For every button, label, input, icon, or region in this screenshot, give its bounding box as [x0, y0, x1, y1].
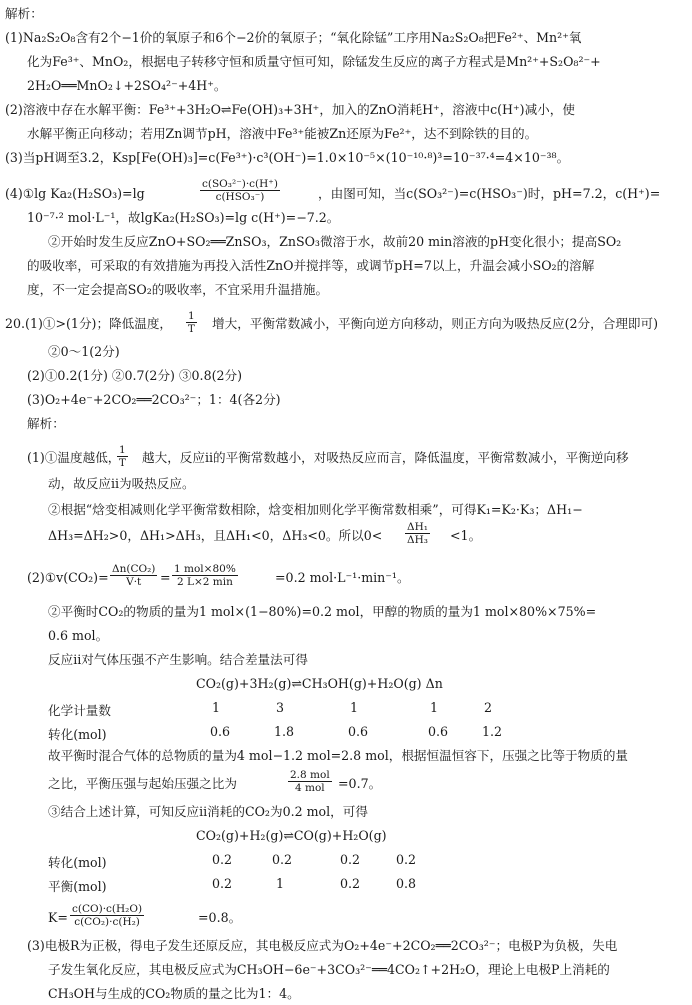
text-line: =0.7。: [338, 776, 382, 791]
cell: 1: [276, 876, 285, 891]
text-line: <1。: [450, 528, 482, 543]
fraction-numerator: 1: [119, 444, 126, 456]
fraction-numerator: Δn(CO₂): [112, 563, 156, 575]
text-line: 增大，平衡常数减小，平衡向逆方向移动，则正方向为吸热反应(2分，合理即可): [212, 316, 659, 331]
text-line: 动，故反应ⅱ为吸热反应。: [48, 476, 195, 491]
fraction: [405, 521, 430, 546]
row-label: 转化(mol): [48, 727, 107, 742]
text-line: (3)O₂+4e⁻+2CO₂══2CO₃²⁻；1：4(各2分): [27, 392, 281, 407]
text-line: 越大，反应ⅱ的平衡常数越小，对吸热反应而言，降低温度，平衡常数减小，平衡逆向移: [142, 450, 629, 465]
cell: 1.2: [482, 724, 503, 739]
text-line: 0.6 mol。: [48, 628, 109, 643]
text-line: CH₃OH与生成的CO₂物质的量之比为1：4。: [48, 986, 300, 1001]
cell: 1.8: [274, 724, 295, 739]
text-line: 20.(1)①>(1分)；降低温度，: [5, 316, 173, 331]
cell: 1: [212, 700, 221, 715]
fraction: [172, 563, 238, 588]
text-line: 之比，平衡压强与起始压强之比为: [48, 776, 237, 791]
cell: 0.2: [340, 852, 361, 867]
text-line: 水解平衡正向移动；若用Zn调节pH，溶液中Fe³⁺能被Zn还原为Fe²⁺，达不到除铁的目的。: [27, 126, 538, 141]
fraction: [288, 769, 332, 794]
text-line: 2H₂O══MnO₂↓+2SO₄²⁻+4H⁺。: [27, 78, 227, 93]
fraction-numerator: c(CO)·c(H₂O): [72, 903, 143, 915]
text-line: =0.2 mol·L⁻¹·min⁻¹。: [275, 570, 410, 585]
text-line: ΔH₃=ΔH₂>0，ΔH₁>ΔH₃，且ΔH₁<0，ΔH₃<0。所以0<: [48, 528, 383, 543]
fraction-numerator: 2.8 mol: [290, 769, 330, 781]
fraction-numerator: 1 mol×80%: [174, 563, 236, 575]
fraction-numerator: c(SO₃²⁻)·c(H⁺): [202, 178, 278, 190]
fraction: [110, 563, 157, 588]
fraction-numerator: ΔH₁: [407, 521, 428, 533]
text-line: ②开始时发生反应ZnO+SO₂══ZnSO₃，ZnSO₃微溶于水，故前20 min溶液的pH变化很小；提高SO₂: [48, 234, 622, 249]
text-line: (2)①v(CO₂)=: [27, 570, 109, 585]
fraction-denominator: c(HSO₃⁻): [215, 191, 265, 203]
cell: 0.6: [428, 724, 449, 739]
fraction-numerator: 1: [188, 310, 195, 322]
fraction: [200, 178, 280, 203]
equation-2: CO₂(g)+H₂(g)⇌CO(g)+H₂O(g): [196, 828, 387, 843]
cell: 1: [430, 700, 439, 715]
text-line: K=: [48, 910, 68, 925]
cell: 0.2: [396, 852, 417, 867]
text-line: (1)①温度越低，: [27, 450, 121, 465]
text-line: 度，不一定会提高SO₂的吸收率，不宜采用升温措施。: [27, 282, 329, 297]
row-label: 转化(mol): [48, 855, 107, 870]
text-line: 故平衡时混合气体的总物质的量为4 mol−1.2 mol=2.8 mol，根据恒温恒容下，压强之比等于物质的量: [48, 748, 629, 763]
text-line: (4)①lg Ka₂(H₂SO₃)=lg: [5, 186, 145, 201]
fraction: [117, 444, 128, 469]
fraction-denominator: 4 mol: [295, 782, 325, 794]
text-line: (3)当pH调至3.2，Ksp[Fe(OH)₃]=c(Fe³⁺)·c³(OH⁻)=1.0×10⁻⁵×(10⁻¹⁰·⁸)³=10⁻³⁷·⁴=4×10⁻³⁸。: [5, 150, 570, 165]
text-line: (2)①0.2(1分) ②0.7(2分) ③0.8(2分): [27, 368, 243, 383]
fraction: [70, 903, 144, 928]
cell: 1: [350, 700, 359, 715]
text-line: 化为Fe³⁺、MnO₂，根据电子转移守恒和质量守恒可知，除锰发生反应的离子方程式是Mn²⁺+S₂O₈²⁻+: [27, 54, 601, 69]
fraction: [186, 310, 197, 335]
text-line: 解析：: [27, 416, 65, 431]
text-line: ②根据“焓变相减则化学平衡常数相除，焓变相加则化学平衡常数相乘”，可得K₁=K₂·K₃；ΔH₁−: [48, 502, 583, 517]
fraction-denominator: T: [187, 323, 195, 335]
cell: 0.8: [396, 876, 417, 891]
cell: 2: [484, 700, 493, 715]
text-line: ③结合上述计算，可知反应ⅱ消耗的CO₂为0.2 mol，可得: [48, 804, 368, 819]
text-line: ②0～1(2分): [48, 344, 120, 359]
fraction-denominator: V·t: [126, 576, 142, 588]
row-label: 平衡(mol): [48, 879, 107, 894]
text-line: 反应ⅱ对气体压强不产生影响。结合差量法可得: [48, 652, 308, 667]
text-line: (2)溶液中存在水解平衡：Fe³⁺+3H₂O⇌Fe(OH)₃+3H⁺，加入的ZnO消耗H⁺，溶液中c(H⁺)减小，使: [5, 102, 575, 117]
cell: 0.2: [272, 852, 293, 867]
fraction-denominator: 2 L×2 min: [176, 576, 233, 588]
row-label: 化学计量数: [48, 703, 111, 718]
text-line: 10⁻⁷·² mol·L⁻¹，故lgKa₂(H₂SO₃)=lg c(H⁺)=−7.2。: [27, 210, 340, 225]
cell: 3: [276, 700, 285, 715]
text-line: ，由图可知，当c(SO₃²⁻)=c(HSO₃⁻)时，pH=7.2，c(H⁺)=: [318, 186, 661, 201]
cell: 0.2: [340, 876, 361, 891]
text-line: (3)电极R为正极，得电子发生还原反应，其电极反应式为O₂+4e⁻+2CO₂══2CO₃²⁻；电极P为负极，失电: [27, 938, 618, 953]
cell: 0.6: [348, 724, 369, 739]
cell: 0.6: [210, 724, 231, 739]
fraction-denominator: c(CO₂)·c(H₂): [74, 916, 140, 928]
cell: 0.2: [212, 876, 233, 891]
text-line: 子发生氧化反应，其电极反应式为CH₃OH−6e⁻+3CO₃²⁻══4CO₂↑+2H₂O，理论上电极P上消耗的: [48, 962, 610, 977]
text-line: (1)Na₂S₂O₈含有2个−1价的氧原子和6个−2价的氧原子；“氧化除锰”工序用Na₂S₂O₈把Fe²⁺、Mn²⁺氧: [5, 30, 582, 45]
text-line: 的吸收率，可采取的有效措施为再投入活性ZnO并搅拌等，或调节pH=7以上，升温会减小SO₂的溶解: [27, 258, 595, 273]
equation-1: CO₂(g)+3H₂(g)⇌CH₃OH(g)+H₂O(g) Δn: [196, 676, 443, 691]
text-line: =0.8。: [198, 910, 242, 925]
text-line: =: [160, 570, 171, 585]
fraction-denominator: ΔH₃: [407, 534, 428, 546]
fraction-denominator: T: [118, 457, 126, 469]
text-line: ②平衡时CO₂的物质的量为1 mol×(1−80%)=0.2 mol，甲醇的物质的量为1 mol×80%×75%=: [48, 604, 597, 619]
cell: 0.2: [212, 852, 233, 867]
text-line: 解析：: [5, 6, 43, 21]
